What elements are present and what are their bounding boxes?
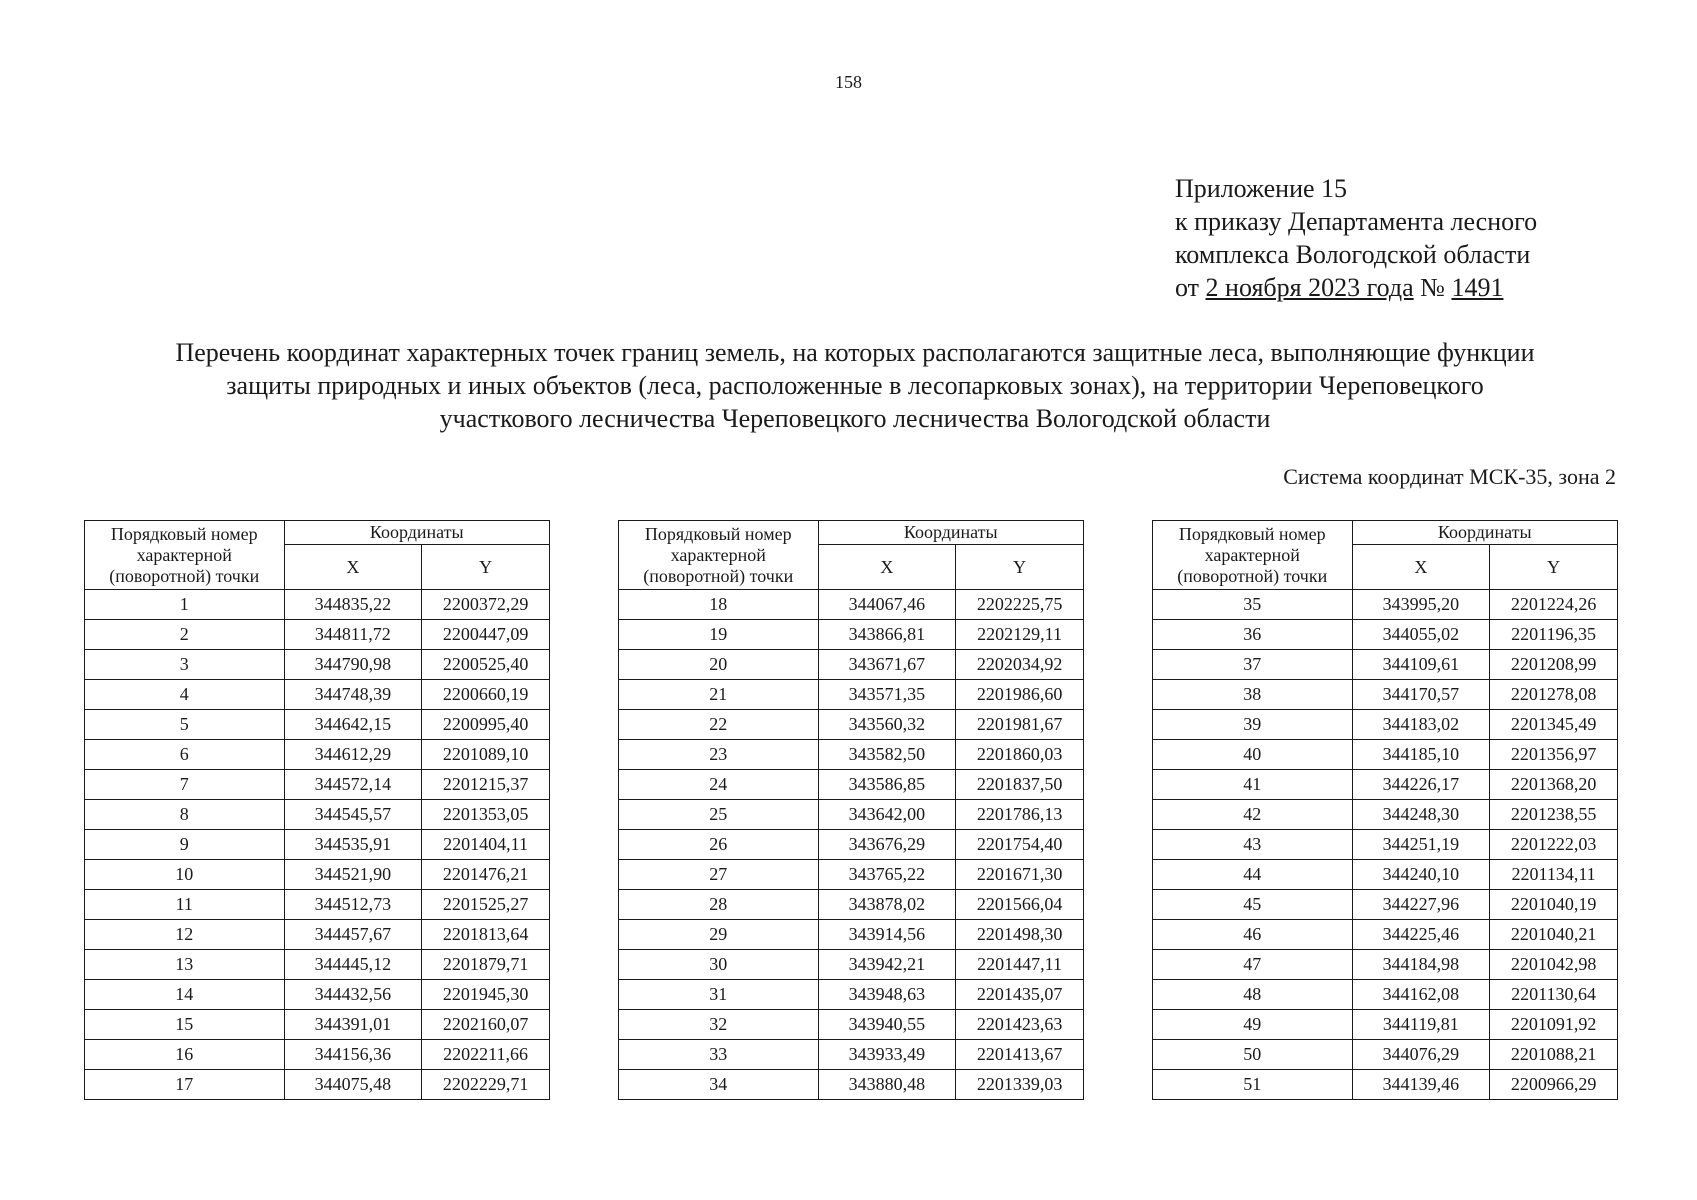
point-number-cell: 36 (1153, 620, 1353, 650)
x-coordinate-cell: 343948,63 (818, 980, 956, 1010)
point-number-cell: 51 (1153, 1070, 1353, 1100)
appendix-line-3: комплекса Вологодской области (1175, 240, 1531, 269)
x-coordinate-cell: 344076,29 (1352, 1040, 1490, 1070)
y-coordinate-cell: 2201423,63 (956, 1010, 1084, 1040)
x-coordinate-cell: 344109,61 (1352, 650, 1490, 680)
point-number-cell: 39 (1153, 710, 1353, 740)
table-row (1153, 710, 1618, 740)
table-row (85, 680, 550, 710)
coordinates-table-1 (84, 520, 550, 1100)
x-coordinate-cell: 344572,14 (284, 770, 422, 800)
table-row (1153, 620, 1618, 650)
x-coordinate-cell: 344445,12 (284, 950, 422, 980)
x-coordinate-cell: 344790,98 (284, 650, 422, 680)
point-number-cell: 48 (1153, 980, 1353, 1010)
x-coordinate-cell: 344055,02 (1352, 620, 1490, 650)
coordinates-table-3 (1152, 520, 1618, 1100)
point-number-cell: 44 (1153, 860, 1353, 890)
y-coordinate-cell: 2202225,75 (956, 590, 1084, 620)
table-row (619, 620, 1084, 650)
table-row (85, 770, 550, 800)
table-row (85, 1040, 550, 1070)
appendix-number-sign: № (1420, 273, 1445, 302)
table-row (85, 740, 550, 770)
x-coordinate-cell: 344226,17 (1352, 770, 1490, 800)
point-number-cell: 34 (619, 1070, 819, 1100)
point-number-cell: 42 (1153, 800, 1353, 830)
point-number-cell: 29 (619, 920, 819, 950)
y-coordinate-cell: 2201945,30 (422, 980, 550, 1010)
table-row (619, 740, 1084, 770)
x-coordinate-cell: 344067,46 (818, 590, 956, 620)
table-row (85, 1010, 550, 1040)
y-coordinate-cell: 2201837,50 (956, 770, 1084, 800)
x-coordinate-cell: 344156,36 (284, 1040, 422, 1070)
table-row (1153, 800, 1618, 830)
point-number-cell: 17 (85, 1070, 285, 1100)
page-number: 158 (835, 72, 862, 92)
table-row (85, 830, 550, 860)
point-number-cell: 37 (1153, 650, 1353, 680)
y-coordinate-cell: 2201208,99 (1490, 650, 1618, 680)
table-row (1153, 1040, 1618, 1070)
table-row (85, 860, 550, 890)
x-coordinate-cell: 344535,91 (284, 830, 422, 860)
y-coordinate-cell: 2201040,21 (1490, 920, 1618, 950)
y-coordinate-cell: 2201196,35 (1490, 620, 1618, 650)
y-coordinate-cell: 2201356,97 (1490, 740, 1618, 770)
y-coordinate-cell: 2201089,10 (422, 740, 550, 770)
table-row (619, 770, 1084, 800)
x-coordinate-cell: 344119,81 (1352, 1010, 1490, 1040)
y-coordinate-cell: 2201754,40 (956, 830, 1084, 860)
table-row (1153, 650, 1618, 680)
point-number-cell: 25 (619, 800, 819, 830)
table-row (85, 650, 550, 680)
appendix-date: 2 ноября 2023 года (1205, 273, 1414, 302)
table-row (85, 950, 550, 980)
point-number-cell: 13 (85, 950, 285, 980)
header-coordinates: Координаты (284, 521, 550, 545)
header-point-number: Порядковый номер характерной (поворотной) точки (85, 521, 285, 590)
x-coordinate-cell: 343933,49 (818, 1040, 956, 1070)
table-row (619, 860, 1084, 890)
y-coordinate-cell: 2201813,64 (422, 920, 550, 950)
x-coordinate-cell: 343914,56 (818, 920, 956, 950)
point-number-cell: 28 (619, 890, 819, 920)
appendix-block (1175, 172, 1537, 304)
point-number-cell: 2 (85, 620, 285, 650)
y-coordinate-cell: 2201091,92 (1490, 1010, 1618, 1040)
point-number-cell: 6 (85, 740, 285, 770)
table-row (619, 650, 1084, 680)
y-coordinate-cell: 2201278,08 (1490, 680, 1618, 710)
point-number-cell: 43 (1153, 830, 1353, 860)
x-coordinate-cell: 344612,29 (284, 740, 422, 770)
x-coordinate-cell: 344162,08 (1352, 980, 1490, 1010)
table-row (619, 920, 1084, 950)
table-row (619, 830, 1084, 860)
table-row (619, 1070, 1084, 1100)
header-x: X (284, 545, 422, 590)
table-row (619, 680, 1084, 710)
table-row (85, 920, 550, 950)
y-coordinate-cell: 2200995,40 (422, 710, 550, 740)
x-coordinate-cell: 344139,46 (1352, 1070, 1490, 1100)
x-coordinate-cell: 344835,22 (284, 590, 422, 620)
x-coordinate-cell: 344391,01 (284, 1010, 422, 1040)
table-row (1153, 890, 1618, 920)
table-row (1153, 1070, 1618, 1100)
appendix-prefix: от (1175, 273, 1200, 302)
table-row (1153, 950, 1618, 980)
x-coordinate-cell: 343671,67 (818, 650, 956, 680)
header-coordinates: Координаты (1352, 521, 1618, 545)
x-coordinate-cell: 344248,30 (1352, 800, 1490, 830)
y-coordinate-cell: 2200525,40 (422, 650, 550, 680)
x-coordinate-cell: 343765,22 (818, 860, 956, 890)
x-coordinate-cell: 343995,20 (1352, 590, 1490, 620)
x-coordinate-cell: 344184,98 (1352, 950, 1490, 980)
point-number-cell: 19 (619, 620, 819, 650)
point-number-cell: 10 (85, 860, 285, 890)
y-coordinate-cell: 2201224,26 (1490, 590, 1618, 620)
y-coordinate-cell: 2200372,29 (422, 590, 550, 620)
point-number-cell: 18 (619, 590, 819, 620)
point-number-cell: 31 (619, 980, 819, 1010)
y-coordinate-cell: 2201222,03 (1490, 830, 1618, 860)
y-coordinate-cell: 2201353,05 (422, 800, 550, 830)
point-number-cell: 1 (85, 590, 285, 620)
x-coordinate-cell: 344251,19 (1352, 830, 1490, 860)
y-coordinate-cell: 2201339,03 (956, 1070, 1084, 1100)
header-y: Y (422, 545, 550, 590)
coordinates-table-2 (618, 520, 1084, 1100)
coordinate-system-label: Система координат МСК-35, зона 2 (1283, 464, 1616, 489)
x-coordinate-cell: 344811,72 (284, 620, 422, 650)
y-coordinate-cell: 2202129,11 (956, 620, 1084, 650)
y-coordinate-cell: 2200660,19 (422, 680, 550, 710)
point-number-cell: 47 (1153, 950, 1353, 980)
y-coordinate-cell: 2201404,11 (422, 830, 550, 860)
header-point-number: Порядковый номер характерной (поворотной) точки (619, 521, 819, 590)
table-row (1153, 590, 1618, 620)
point-number-cell: 24 (619, 770, 819, 800)
header-x: X (1352, 545, 1490, 590)
table-body (1153, 590, 1618, 1100)
y-coordinate-cell: 2201368,20 (1490, 770, 1618, 800)
document-title (110, 336, 1600, 435)
table-row (619, 1040, 1084, 1070)
point-number-cell: 14 (85, 980, 285, 1010)
x-coordinate-cell: 343940,55 (818, 1010, 956, 1040)
y-coordinate-cell: 2201671,30 (956, 860, 1084, 890)
point-number-cell: 27 (619, 860, 819, 890)
table-row (1153, 830, 1618, 860)
table-row (85, 620, 550, 650)
table-body (619, 590, 1084, 1100)
point-number-cell: 7 (85, 770, 285, 800)
point-number-cell: 12 (85, 920, 285, 950)
y-coordinate-cell: 2202034,92 (956, 650, 1084, 680)
y-coordinate-cell: 2201040,19 (1490, 890, 1618, 920)
header-y: Y (956, 545, 1084, 590)
y-coordinate-cell: 2201130,64 (1490, 980, 1618, 1010)
y-coordinate-cell: 2202229,71 (422, 1070, 550, 1100)
x-coordinate-cell: 344545,57 (284, 800, 422, 830)
y-coordinate-cell: 2201042,98 (1490, 950, 1618, 980)
x-coordinate-cell: 344185,10 (1352, 740, 1490, 770)
table-row (619, 1010, 1084, 1040)
y-coordinate-cell: 2201879,71 (422, 950, 550, 980)
point-number-cell: 23 (619, 740, 819, 770)
point-number-cell: 9 (85, 830, 285, 860)
point-number-cell: 46 (1153, 920, 1353, 950)
y-coordinate-cell: 2202211,66 (422, 1040, 550, 1070)
appendix-number: 1491 (1451, 273, 1504, 302)
y-coordinate-cell: 2201435,07 (956, 980, 1084, 1010)
y-coordinate-cell: 2201215,37 (422, 770, 550, 800)
x-coordinate-cell: 343676,29 (818, 830, 956, 860)
x-coordinate-cell: 343866,81 (818, 620, 956, 650)
x-coordinate-cell: 344748,39 (284, 680, 422, 710)
point-number-cell: 8 (85, 800, 285, 830)
header-point-number: Порядковый номер характерной (поворотной) точки (1153, 521, 1353, 590)
y-coordinate-cell: 2201786,13 (956, 800, 1084, 830)
y-coordinate-cell: 2201566,04 (956, 890, 1084, 920)
table-row (85, 590, 550, 620)
point-number-cell: 49 (1153, 1010, 1353, 1040)
x-coordinate-cell: 344227,96 (1352, 890, 1490, 920)
table-row (85, 980, 550, 1010)
point-number-cell: 32 (619, 1010, 819, 1040)
y-coordinate-cell: 2201525,27 (422, 890, 550, 920)
y-coordinate-cell: 2201345,49 (1490, 710, 1618, 740)
point-number-cell: 50 (1153, 1040, 1353, 1070)
x-coordinate-cell: 344521,90 (284, 860, 422, 890)
appendix-line-4 (1175, 271, 1537, 304)
y-coordinate-cell: 2200447,09 (422, 620, 550, 650)
table-row (1153, 770, 1618, 800)
point-number-cell: 16 (85, 1040, 285, 1070)
y-coordinate-cell: 2201238,55 (1490, 800, 1618, 830)
table-row (1153, 740, 1618, 770)
y-coordinate-cell: 2201413,67 (956, 1040, 1084, 1070)
y-coordinate-cell: 2201476,21 (422, 860, 550, 890)
point-number-cell: 4 (85, 680, 285, 710)
table-row (1153, 680, 1618, 710)
table-row (85, 1070, 550, 1100)
point-number-cell: 3 (85, 650, 285, 680)
point-number-cell: 41 (1153, 770, 1353, 800)
x-coordinate-cell: 344512,73 (284, 890, 422, 920)
x-coordinate-cell: 344240,10 (1352, 860, 1490, 890)
point-number-cell: 45 (1153, 890, 1353, 920)
point-number-cell: 21 (619, 680, 819, 710)
x-coordinate-cell: 343878,02 (818, 890, 956, 920)
table-row (619, 710, 1084, 740)
x-coordinate-cell: 343560,32 (818, 710, 956, 740)
point-number-cell: 5 (85, 710, 285, 740)
point-number-cell: 15 (85, 1010, 285, 1040)
point-number-cell: 40 (1153, 740, 1353, 770)
appendix-line-2: к приказу Департамента лесного (1175, 207, 1538, 236)
appendix-line-1: Приложение 15 (1175, 174, 1348, 203)
table-row (1153, 920, 1618, 950)
x-coordinate-cell: 343942,21 (818, 950, 956, 980)
point-number-cell: 26 (619, 830, 819, 860)
y-coordinate-cell: 2201498,30 (956, 920, 1084, 950)
point-number-cell: 22 (619, 710, 819, 740)
x-coordinate-cell: 344225,46 (1352, 920, 1490, 950)
point-number-cell: 30 (619, 950, 819, 980)
table-row (619, 950, 1084, 980)
table-row (1153, 980, 1618, 1010)
x-coordinate-cell: 344642,15 (284, 710, 422, 740)
point-number-cell: 11 (85, 890, 285, 920)
point-number-cell: 33 (619, 1040, 819, 1070)
header-x: X (818, 545, 956, 590)
x-coordinate-cell: 343880,48 (818, 1070, 956, 1100)
x-coordinate-cell: 343642,00 (818, 800, 956, 830)
x-coordinate-cell: 343571,35 (818, 680, 956, 710)
table-row (1153, 1010, 1618, 1040)
y-coordinate-cell: 2201986,60 (956, 680, 1084, 710)
table-row (619, 800, 1084, 830)
x-coordinate-cell: 344170,57 (1352, 680, 1490, 710)
x-coordinate-cell: 343582,50 (818, 740, 956, 770)
table-body (85, 590, 550, 1100)
title-line-2: защиты природных и иных объектов (леса, расположенные в лесопарковых зонах), на территории Череповецкого (226, 371, 1484, 400)
header-y: Y (1490, 545, 1618, 590)
y-coordinate-cell: 2202160,07 (422, 1010, 550, 1040)
y-coordinate-cell: 2201447,11 (956, 950, 1084, 980)
y-coordinate-cell: 2201860,03 (956, 740, 1084, 770)
table-row (619, 890, 1084, 920)
y-coordinate-cell: 2201134,11 (1490, 860, 1618, 890)
x-coordinate-cell: 344457,67 (284, 920, 422, 950)
table-row (85, 890, 550, 920)
x-coordinate-cell: 344075,48 (284, 1070, 422, 1100)
point-number-cell: 20 (619, 650, 819, 680)
y-coordinate-cell: 2200966,29 (1490, 1070, 1618, 1100)
title-line-1: Перечень координат характерных точек границ земель, на которых располагаются защитные леса, выполняющие функции (175, 338, 1535, 367)
table-row (85, 710, 550, 740)
table-row (619, 980, 1084, 1010)
x-coordinate-cell: 344183,02 (1352, 710, 1490, 740)
table-row (85, 800, 550, 830)
point-number-cell: 35 (1153, 590, 1353, 620)
x-coordinate-cell: 343586,85 (818, 770, 956, 800)
point-number-cell: 38 (1153, 680, 1353, 710)
x-coordinate-cell: 344432,56 (284, 980, 422, 1010)
table-row (1153, 860, 1618, 890)
header-coordinates: Координаты (818, 521, 1084, 545)
title-line-3: участкового лесничества Череповецкого лесничества Вологодской области (439, 404, 1271, 433)
y-coordinate-cell: 2201981,67 (956, 710, 1084, 740)
table-row (619, 590, 1084, 620)
y-coordinate-cell: 2201088,21 (1490, 1040, 1618, 1070)
